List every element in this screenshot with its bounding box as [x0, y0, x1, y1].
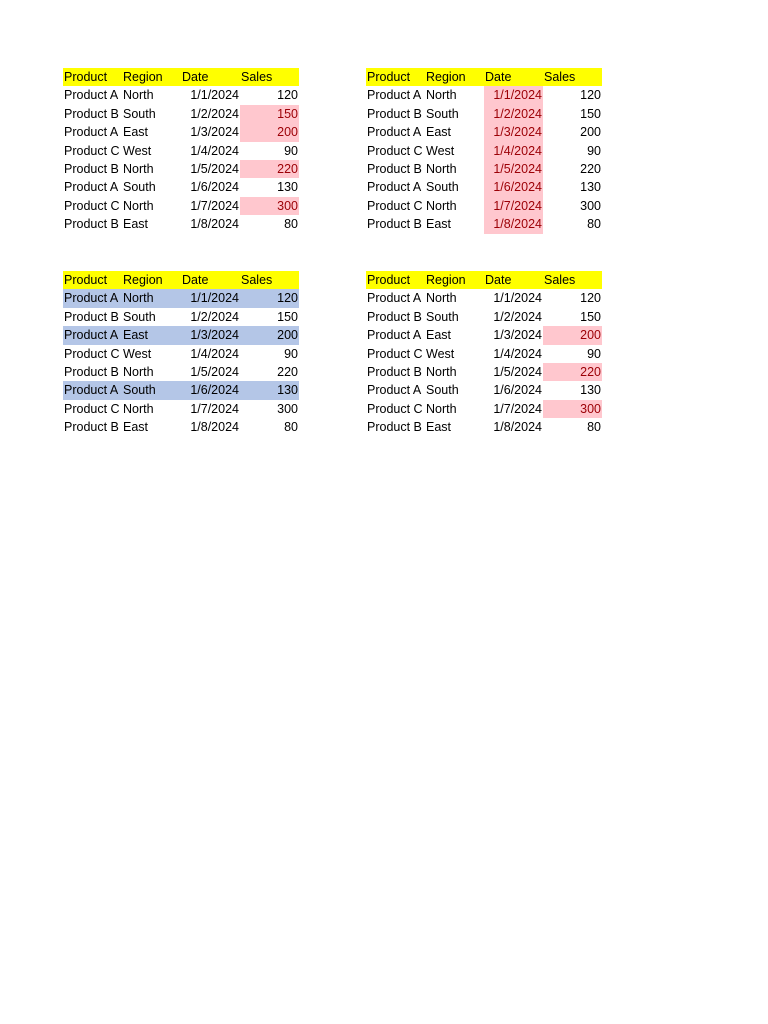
sales-table-3: [63, 271, 299, 437]
sales-cell[interactable]: 120: [240, 289, 299, 307]
product-cell[interactable]: Product B: [64, 365, 119, 380]
sales-cell[interactable]: 80: [587, 420, 601, 435]
sales-cell[interactable]: 120: [580, 88, 601, 103]
product-cell[interactable]: Product C: [367, 198, 423, 213]
date-cell[interactable]: 1/1/2024: [484, 86, 543, 104]
header-product-cell[interactable]: Product: [63, 271, 122, 289]
date-cell[interactable]: 1/6/2024: [493, 383, 542, 398]
product-cell[interactable]: Product C: [64, 401, 120, 416]
header-sales-cell[interactable]: Sales: [240, 271, 299, 289]
product-cell[interactable]: Product A: [367, 383, 422, 398]
region-cell[interactable]: West: [123, 143, 152, 158]
product-cell[interactable]: Product A: [64, 125, 119, 140]
table-row: [63, 160, 299, 178]
header-product-cell[interactable]: Product: [366, 271, 425, 289]
date-cell[interactable]: 1/6/2024: [181, 381, 240, 399]
region-cell[interactable]: West: [426, 346, 455, 361]
sales-cell[interactable]: 150: [277, 309, 298, 324]
product-cell[interactable]: Product A: [64, 180, 119, 195]
date-cell[interactable]: 1/4/2024: [493, 346, 542, 361]
product-cell[interactable]: Product C: [64, 346, 120, 361]
table-row: [63, 142, 299, 160]
date-cell[interactable]: 1/5/2024: [190, 162, 239, 177]
region-cell[interactable]: North: [123, 162, 154, 177]
sales-cell[interactable]: 90: [587, 143, 601, 158]
sales-cell[interactable]: 150: [580, 106, 601, 121]
table-row: [366, 197, 602, 215]
table-row: [366, 105, 602, 123]
sales-cell[interactable]: 90: [284, 143, 298, 158]
header-row: [366, 271, 602, 289]
header-sales-cell[interactable]: Sales: [543, 271, 602, 289]
region-cell[interactable]: South: [426, 180, 459, 195]
region-cell[interactable]: North: [426, 401, 457, 416]
sales-cell[interactable]: 80: [284, 420, 298, 435]
region-cell[interactable]: North: [426, 365, 457, 380]
table-row: [366, 160, 602, 178]
table-row: [366, 381, 602, 399]
table-row: [63, 345, 299, 363]
date-cell[interactable]: 1/8/2024: [190, 420, 239, 435]
table-row: [366, 345, 602, 363]
sales-table-2: [366, 68, 602, 234]
date-cell[interactable]: 1/5/2024: [484, 160, 543, 178]
sales-cell[interactable]: 300: [543, 400, 602, 418]
product-cell[interactable]: Product A: [367, 180, 422, 195]
table-row: [63, 381, 299, 399]
sales-cell[interactable]: 80: [587, 217, 601, 232]
table-row: [366, 326, 602, 344]
product-cell[interactable]: Product B: [64, 217, 119, 232]
sales-cell[interactable]: 300: [240, 197, 299, 215]
sales-cell[interactable]: 200: [240, 326, 299, 344]
sales-cell[interactable]: 90: [587, 346, 601, 361]
date-cell[interactable]: 1/1/2024: [190, 88, 239, 103]
region-cell[interactable]: North: [123, 88, 154, 103]
product-cell[interactable]: Product C: [64, 143, 120, 158]
date-cell[interactable]: 1/7/2024: [190, 198, 239, 213]
sales-cell[interactable]: 90: [284, 346, 298, 361]
date-cell[interactable]: 1/8/2024: [190, 217, 239, 232]
date-cell[interactable]: 1/1/2024: [493, 291, 542, 306]
date-cell[interactable]: 1/5/2024: [190, 365, 239, 380]
table-row: [366, 289, 602, 307]
table-row: [63, 289, 299, 307]
sales-cell[interactable]: 130: [580, 383, 601, 398]
region-cell[interactable]: North: [426, 88, 457, 103]
region-cell[interactable]: South: [426, 383, 459, 398]
region-cell[interactable]: South: [426, 309, 459, 324]
sales-cell[interactable]: 150: [580, 309, 601, 324]
table-row: [63, 308, 299, 326]
sales-cell[interactable]: 130: [240, 381, 299, 399]
date-cell[interactable]: 1/6/2024: [190, 180, 239, 195]
region-cell[interactable]: North: [123, 198, 154, 213]
region-cell[interactable]: North: [123, 401, 154, 416]
product-cell[interactable]: Product C: [367, 401, 423, 416]
sales-cell[interactable]: 150: [240, 105, 299, 123]
header-sales-cell[interactable]: Sales: [543, 68, 602, 86]
sales-cell[interactable]: 200: [543, 326, 602, 344]
sales-cell[interactable]: 120: [580, 291, 601, 306]
sales-cell[interactable]: 80: [284, 217, 298, 232]
region-cell[interactable]: North: [122, 289, 181, 307]
sales-cell[interactable]: 220: [543, 363, 602, 381]
region-cell[interactable]: East: [123, 420, 149, 435]
header-date-cell[interactable]: Date: [181, 271, 240, 289]
sales-cell[interactable]: 220: [240, 160, 299, 178]
product-cell[interactable]: Product B: [367, 106, 422, 121]
region-cell[interactable]: West: [426, 143, 455, 158]
sales-cell[interactable]: 200: [240, 123, 299, 141]
product-cell[interactable]: Product B: [367, 365, 422, 380]
table-row: [63, 105, 299, 123]
header-region-cell[interactable]: Region: [122, 68, 181, 86]
sales-table-1: [63, 68, 299, 234]
header-date-cell[interactable]: Date: [484, 68, 543, 86]
table-row: [63, 215, 299, 233]
sales-cell[interactable]: 220: [277, 365, 298, 380]
table-row: [63, 400, 299, 418]
header-region-cell[interactable]: Region: [425, 68, 484, 86]
date-cell[interactable]: 1/2/2024: [484, 105, 543, 123]
sales-cell[interactable]: 120: [277, 88, 298, 103]
date-cell[interactable]: 1/7/2024: [190, 401, 239, 416]
product-cell[interactable]: Product B: [64, 106, 119, 121]
date-cell[interactable]: 1/2/2024: [493, 309, 542, 324]
product-cell[interactable]: Product A: [63, 289, 122, 307]
region-cell[interactable]: South: [123, 180, 156, 195]
product-cell[interactable]: Product B: [367, 309, 422, 324]
date-cell[interactable]: 1/7/2024: [484, 197, 543, 215]
region-cell[interactable]: East: [426, 420, 452, 435]
date-cell[interactable]: 1/4/2024: [484, 142, 543, 160]
product-cell[interactable]: Product A: [367, 125, 422, 140]
table-row: [366, 86, 602, 104]
product-cell[interactable]: Product B: [64, 309, 119, 324]
table-row: [366, 123, 602, 141]
product-cell[interactable]: Product C: [64, 198, 120, 213]
table-row: [63, 363, 299, 381]
product-cell[interactable]: Product C: [367, 346, 423, 361]
table-row: [366, 363, 602, 381]
product-cell[interactable]: Product B: [367, 162, 422, 177]
table-row: [63, 418, 299, 436]
region-cell[interactable]: South: [426, 106, 459, 121]
region-cell[interactable]: South: [123, 309, 156, 324]
product-cell[interactable]: Product B: [367, 217, 422, 232]
header-date-cell[interactable]: Date: [181, 68, 240, 86]
product-cell[interactable]: Product A: [64, 88, 119, 103]
header-row: [63, 68, 299, 86]
region-cell[interactable]: North: [123, 365, 154, 380]
header-sales-cell[interactable]: Sales: [240, 68, 299, 86]
product-cell[interactable]: Product B: [64, 420, 119, 435]
header-product-cell[interactable]: Product: [63, 68, 122, 86]
table-row: [63, 123, 299, 141]
date-cell[interactable]: 1/2/2024: [190, 106, 239, 121]
table-row: [63, 178, 299, 196]
header-date-cell[interactable]: Date: [484, 271, 543, 289]
date-cell[interactable]: 1/4/2024: [190, 346, 239, 361]
header-region-cell[interactable]: Region: [425, 271, 484, 289]
product-cell[interactable]: Product A: [63, 381, 122, 399]
date-cell[interactable]: 1/5/2024: [493, 365, 542, 380]
date-cell[interactable]: 1/8/2024: [484, 215, 543, 233]
table-row: [366, 418, 602, 436]
product-cell[interactable]: Product A: [63, 326, 122, 344]
date-cell[interactable]: 1/3/2024: [484, 123, 543, 141]
region-cell[interactable]: South: [123, 106, 156, 121]
date-cell[interactable]: 1/8/2024: [493, 420, 542, 435]
region-cell[interactable]: North: [426, 162, 457, 177]
table-row: [366, 215, 602, 233]
product-cell[interactable]: Product A: [367, 291, 422, 306]
sales-cell[interactable]: 300: [580, 198, 601, 213]
table-row: [63, 86, 299, 104]
table-row: [366, 400, 602, 418]
date-cell[interactable]: 1/1/2024: [181, 289, 240, 307]
table-row: [63, 326, 299, 344]
sales-cell[interactable]: 130: [277, 180, 298, 195]
region-cell[interactable]: North: [426, 198, 457, 213]
sales-table-4: [366, 271, 602, 437]
region-cell[interactable]: East: [426, 217, 452, 232]
product-cell[interactable]: Product B: [64, 162, 119, 177]
region-cell[interactable]: South: [122, 381, 181, 399]
date-cell[interactable]: 1/6/2024: [484, 178, 543, 196]
region-cell[interactable]: North: [426, 291, 457, 306]
date-cell[interactable]: 1/3/2024: [493, 328, 542, 343]
header-row: [366, 68, 602, 86]
region-cell[interactable]: West: [123, 346, 152, 361]
date-cell[interactable]: 1/4/2024: [190, 143, 239, 158]
header-region-cell[interactable]: Region: [122, 271, 181, 289]
product-cell[interactable]: Product C: [367, 143, 423, 158]
table-row: [366, 178, 602, 196]
table-row: [63, 197, 299, 215]
header-row: [63, 271, 299, 289]
product-cell[interactable]: Product A: [367, 88, 422, 103]
region-cell[interactable]: East: [123, 217, 149, 232]
header-product-cell[interactable]: Product: [366, 68, 425, 86]
region-cell[interactable]: East: [122, 326, 181, 344]
sales-cell[interactable]: 130: [580, 180, 601, 195]
sales-cell[interactable]: 300: [277, 401, 298, 416]
sales-cell[interactable]: 200: [580, 125, 601, 140]
sales-cell[interactable]: 220: [580, 162, 601, 177]
date-cell[interactable]: 1/3/2024: [190, 125, 239, 140]
date-cell[interactable]: 1/2/2024: [190, 309, 239, 324]
table-row: [366, 142, 602, 160]
region-cell[interactable]: East: [426, 125, 452, 140]
date-cell[interactable]: 1/7/2024: [493, 401, 542, 416]
product-cell[interactable]: Product A: [367, 328, 422, 343]
region-cell[interactable]: East: [123, 125, 149, 140]
date-cell[interactable]: 1/3/2024: [181, 326, 240, 344]
table-row: [366, 308, 602, 326]
product-cell[interactable]: Product B: [367, 420, 422, 435]
region-cell[interactable]: East: [426, 328, 452, 343]
